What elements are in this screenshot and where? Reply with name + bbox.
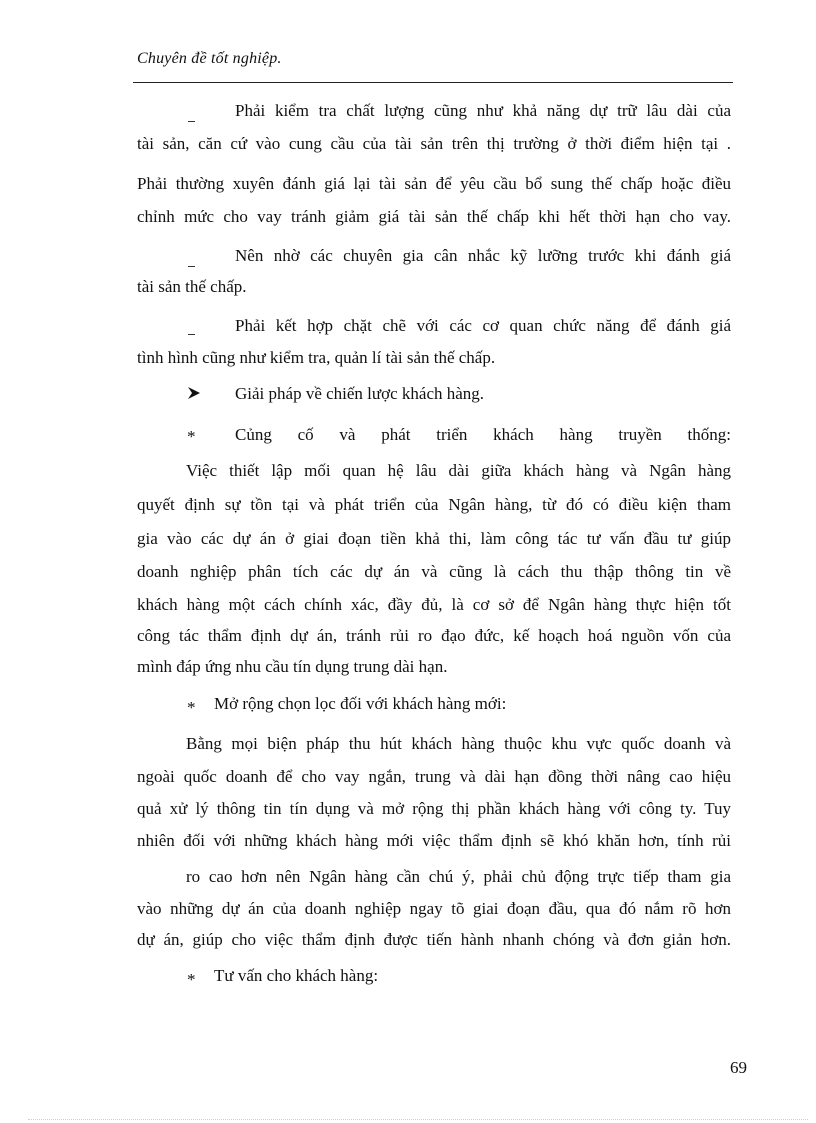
p2-line-2: chỉnh mức cho vay tránh giảm giá tài sản thế chấp khi hết thời hạn cho vay. [137, 207, 731, 226]
asterisk-bullet: * [187, 427, 196, 446]
p4-line-2: tình hình cũng như kiểm tra, quản lí tài sản thế chấp. [137, 348, 496, 367]
asterisk-bullet: * [187, 698, 196, 717]
p3-line-1: Nên nhờ các chuyên gia cân nhắc kỹ lưỡng trước khi đánh giá [235, 246, 731, 265]
p4-line-1: Phải kết hợp chặt chẽ với các cơ quan chức năng để đánh giá [235, 316, 731, 335]
dash-bullet [188, 334, 195, 335]
dash-bullet [188, 121, 195, 122]
s2-line-2: ngoài quốc doanh để cho vay ngắn, trung và dài hạn đồng thời nâng cao hiệu [137, 767, 731, 786]
s1-line-1: Việc thiết lập mối quan hệ lâu dài giữa khách hàng và Ngân hàng [186, 461, 731, 480]
dash-bullet [188, 266, 195, 267]
s1-line-5: khách hàng một cách chính xác, đầy đủ, là cơ sở để Ngân hàng thực hiện tốt [137, 595, 731, 614]
s1-line-4: doanh nghiệp phân tích các dự án và cũng là cách thu thập thông tin về [137, 562, 731, 581]
p3-line-2: tài sản thế chấp. [137, 277, 247, 296]
s1-line-2: quyết định sự tồn tại và phát triển của Ngân hàng, từ đó có điều kiện tham [137, 495, 731, 514]
s2-line-4: nhiên đối với những khách hàng mới việc thẩm định sẽ khó khăn hơn, tính rủi [137, 831, 731, 850]
p1-line-1: Phải kiểm tra chất lượng cũng như khả năng dự trữ lâu dài của [235, 101, 731, 120]
s2-line-5: ro cao hơn nên Ngân hàng cần chú ý, phải chủ động trực tiếp tham gia [186, 867, 731, 886]
p2-line-1: Phải thường xuyên đánh giá lại tài sản để yêu cầu bổ sung thế chấp hoặc điều [137, 174, 731, 193]
header-rule [133, 82, 733, 83]
asterisk-bullet: * [187, 970, 196, 989]
header-title: Chuyên đề tốt nghiệp. [137, 50, 282, 67]
section-2-heading: Mở rộng chọn lọc đối với khách hàng mới: [214, 694, 507, 713]
section-1-heading: Củng cố và phát triển khách hàng truyền thống: [235, 425, 731, 444]
strategy-heading: Giải pháp về chiến lược khách hàng. [235, 384, 485, 403]
p1-line-2: tài sản, căn cứ vào cung cầu của tài sản trên thị trường ở thời điểm hiện tại . [137, 134, 731, 153]
s2-line-7: dự án, giúp cho việc thẩm định được tiến hành nhanh chóng và đơn giản hơn. [137, 930, 731, 949]
s2-line-1: Bằng mọi biện pháp thu hút khách hàng thuộc khu vực quốc doanh và [186, 734, 731, 753]
page-number: 69 [730, 1058, 747, 1077]
s1-line-3: gia vào các dự án ở giai đoạn tiền khả thi, làm công tác tư vấn đầu tư giúp [137, 529, 731, 548]
footer-dotted-rule [28, 1119, 808, 1120]
s2-line-3: quả xử lý thông tin tín dụng và mở rộng thị phần khách hàng với công ty. Tuy [137, 799, 731, 818]
section-3-heading: Tư vấn cho khách hàng: [214, 966, 379, 985]
arrowhead-bullet-icon [187, 386, 201, 400]
s1-line-7: mình đáp ứng nhu cầu tín dụng trung dài hạn. [137, 657, 448, 676]
s1-line-6: công tác thẩm định dự án, tránh rủi ro đạo đức, kế hoạch hoá nguồn vốn của [137, 626, 731, 645]
s2-line-6: vào những dự án của doanh nghiệp ngay tõ giai đoạn đầu, qua đó nắm rõ hơn [137, 899, 731, 918]
